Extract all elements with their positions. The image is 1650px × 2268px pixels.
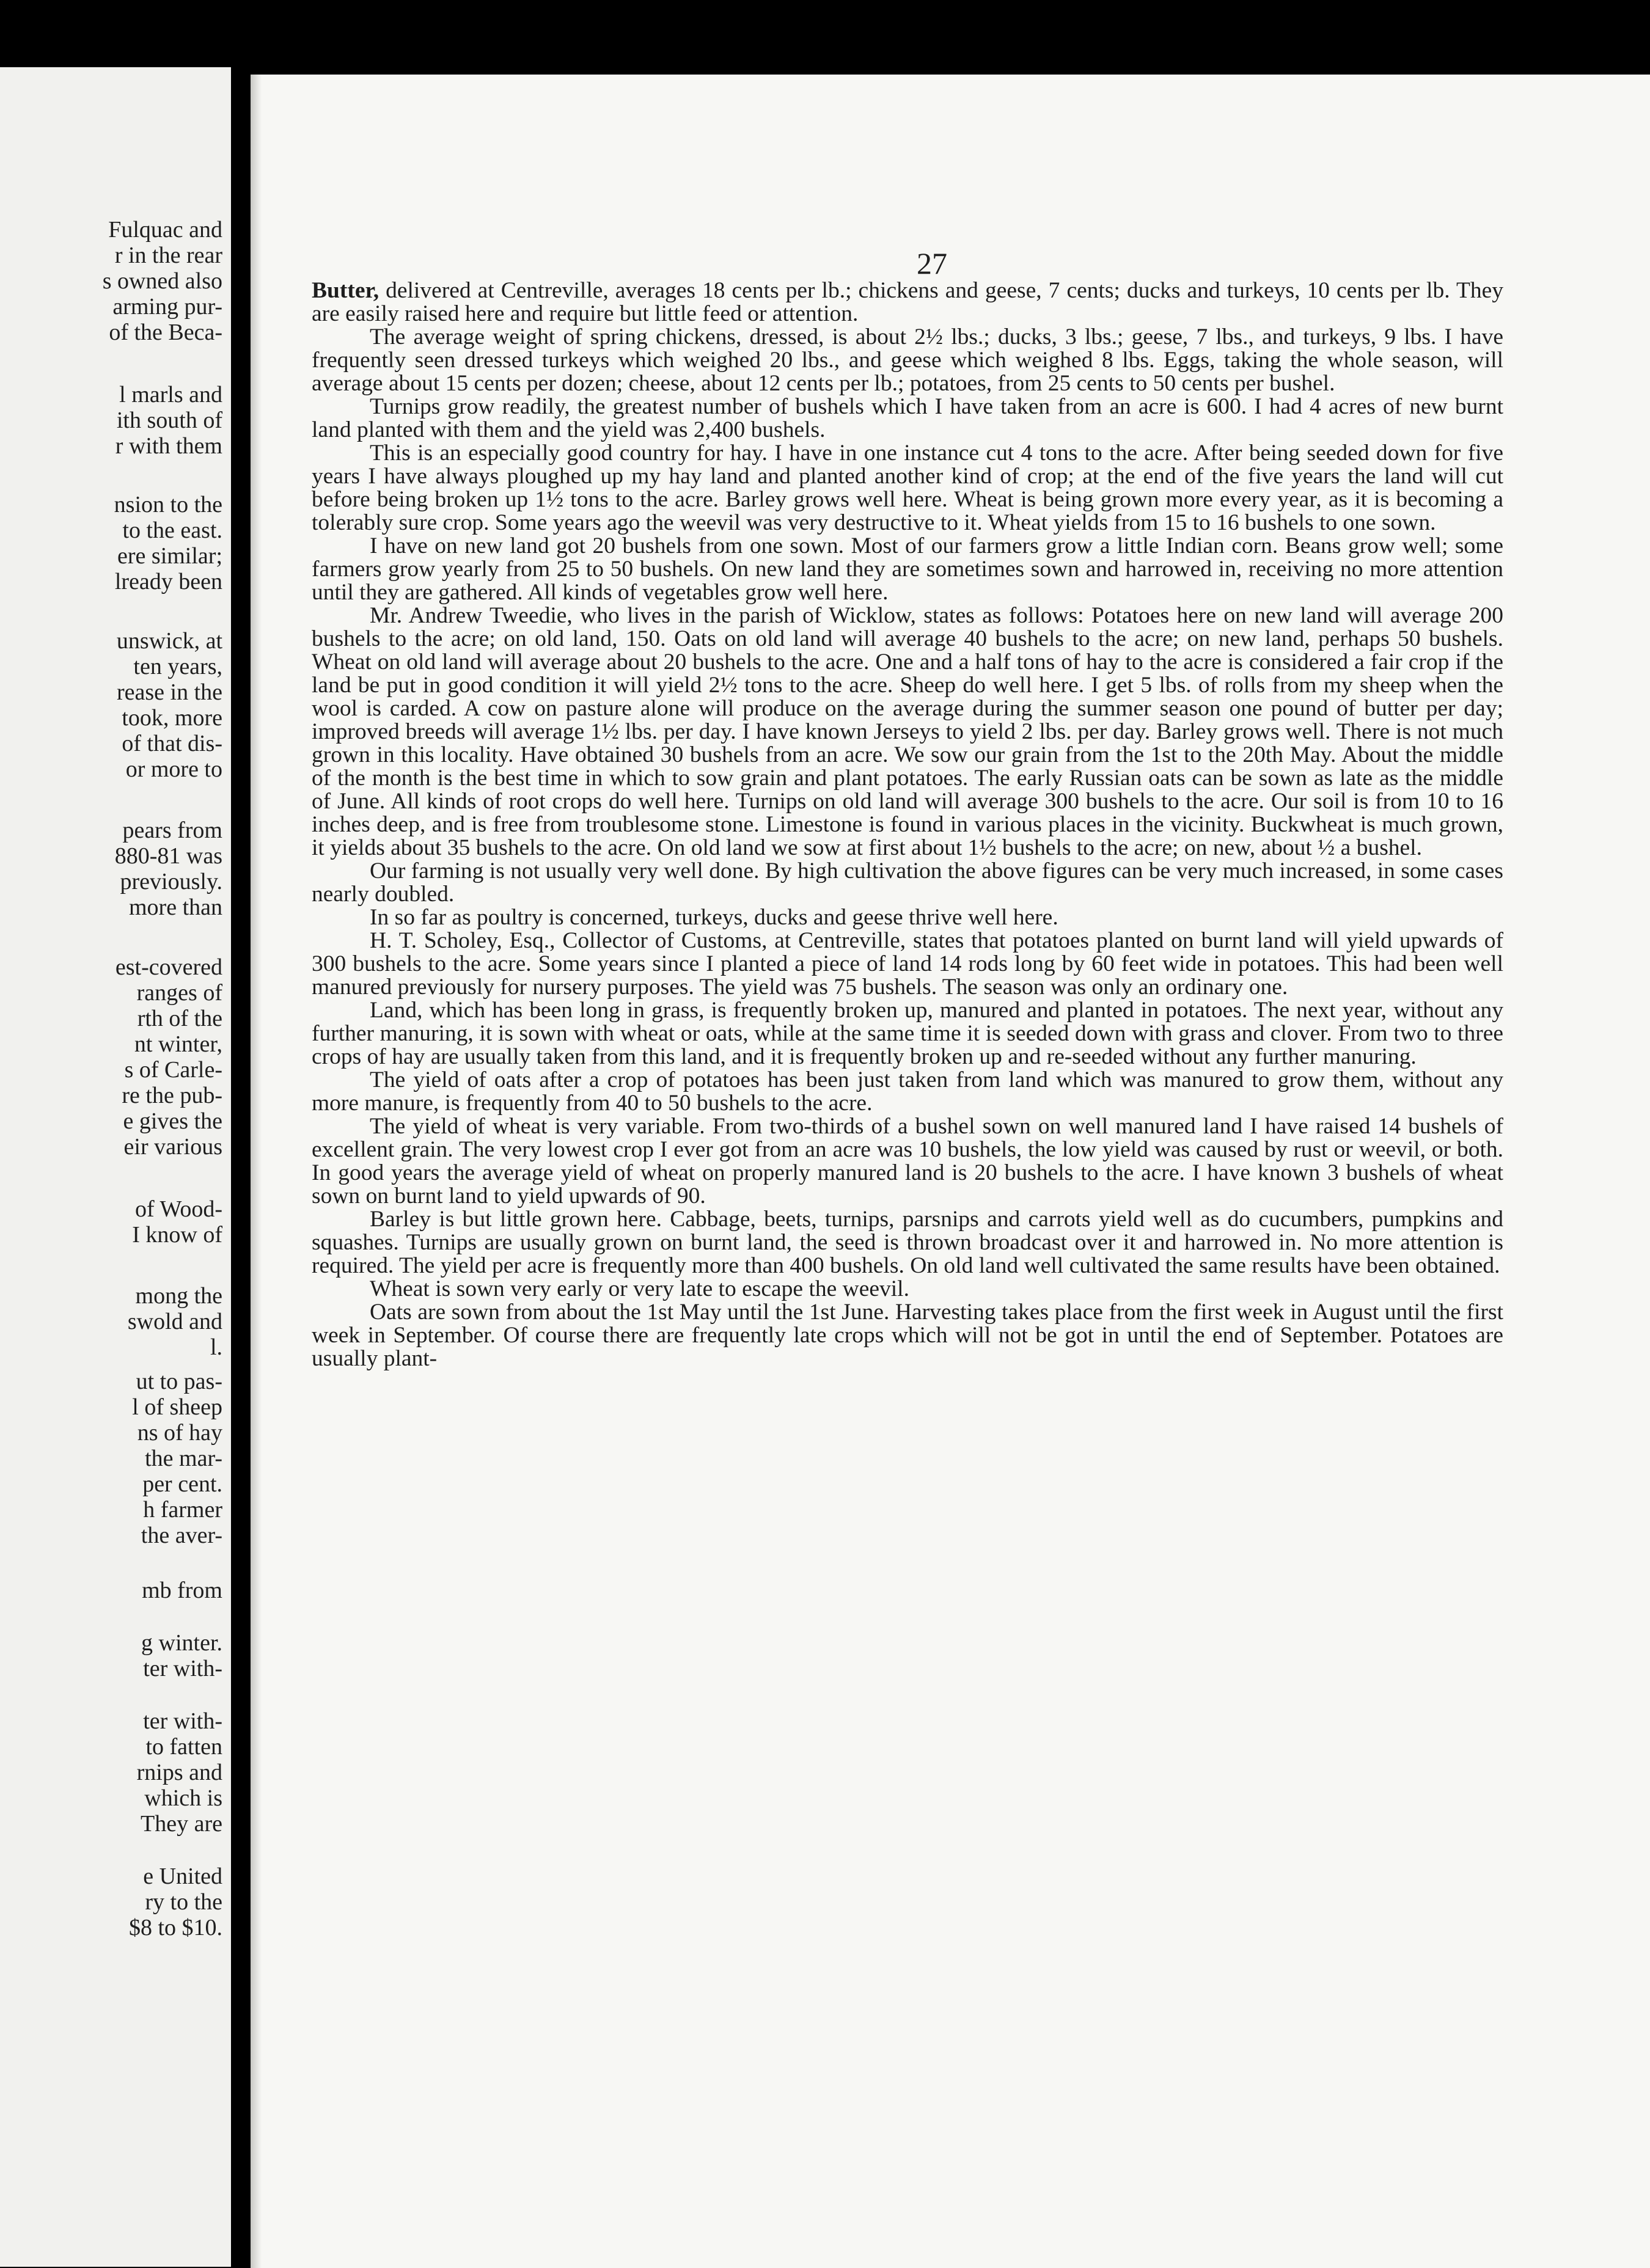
page-number: 27 (917, 246, 947, 280)
left-fragment-line: the mar- (145, 1446, 222, 1471)
left-fragment-line: h farmer (143, 1497, 222, 1523)
paragraph (312, 1069, 1503, 1115)
left-fragment-line: mong the (135, 1283, 222, 1309)
paragraph-lead-word: Butter, (312, 278, 380, 303)
body-text (312, 279, 1503, 1370)
left-fragment-line: previously. (120, 869, 222, 894)
paragraph (312, 1278, 1503, 1301)
left-fragment-line: pears from (122, 818, 222, 843)
left-fragment-line: re the pub- (122, 1083, 222, 1108)
paragraph-text: I have on new land got 20 bushels from one sown. Most of our farmers grow a little Indian corn. Beans grow well; some farmers grow yearly from 25 to 50 bushels. On new land they are sometimes sown and harrowed in, receiving no more attention until they are gathered. All kinds of vegetables grow well here. (312, 533, 1503, 605)
paragraph-text: Oats are sown from about the 1st May until the 1st June. Harvesting takes place from the first week in August until the first week in September. Of course there are frequently late crops which will not be got in until the end of September. Potatoes are usually plant- (312, 1300, 1503, 1371)
left-fragment-line: rth of the (137, 1006, 222, 1031)
left-fragment-line: ter with- (143, 1708, 222, 1734)
left-fragment-line: They are (141, 1811, 222, 1837)
left-fragment-line: unswick, at (116, 628, 222, 654)
left-fragment-line: took, more (122, 705, 222, 731)
paragraph-text: Mr. Andrew Tweedie, who lives in the parish of Wicklow, states as follows: Potatoes here on new land will average 200 bushels to the acre; on old land, 150. Oats on old land will average 40 bushels to the acre; on new land, perhaps 50 bushels. Wheat on old land will average about 20 bushels to the acre. One and a half tons of hay to the acre is considered a fair crop if the land be put in good condition it will yield 2½ tons to the acre. Sheep do well here. I get 5 lbs. of rolls from my sheep when the wool is carded. A cow on pasture alone will produce on the average during the summer season one pound of butter per day; improved breeds will average 1½ lbs. per day. I have known Jerseys to yield 2 lbs. per day. Barley grows well. There is not much grown in this locality. Have obtained 30 bushels from an acre. We sow our grain from the 1st to the 20th May. About the middle of the month is the best time in which to sow grain and plant potatoes. The early Russian oats can be sown as late as the middle of June. All kinds of root crops do well here. Turnips on old land will average 300 bushels to the acre. Our soil is from 10 to 16 inches deep, and is free from troublesome stone. Limestone is found in various places in the vicinity. Buckwheat is much grown, it yields about 35 bushels to the acre. On old land we sow at first about 1½ bushels to the acre; on new, about ½ a bushel. (312, 603, 1503, 860)
left-fragment-line: ten years, (133, 654, 222, 679)
left-fragment-line: the aver- (141, 1523, 222, 1548)
left-fragment-line: s owned also (102, 268, 222, 294)
left-fragment-line: mb from (142, 1578, 222, 1603)
paragraph-text: This is an especially good country for hay. I have in one instance cut 4 tons to the acre. After being seeded down for five years I have always ploughed up my hay land and planted another kind of crop; at the end of the five years the land will cut before being broken up 1½ tons to the acre. Barley grows well here. Wheat is being grown more every year, as it is becoming a tolerably sure crop. Some years ago the weevil was very destructive to it. Wheat yields from 15 to 16 bushels to one sown. (312, 441, 1503, 535)
paragraph-text: Barley is but little grown here. Cabbage, beets, turnips, parsnips and carrots yield well as do cucumbers, pumpkins and squashes. Turnips are usually grown on burnt land, the seed is thrown broadcast over it and harrowed in. No more attention is required. The yield per acre is frequently more than 400 bushels. On old land well cultivated the same results have been obtained. (312, 1207, 1503, 1278)
paragraph-text: Wheat is sown very early or very late to escape the weevil. (370, 1276, 909, 1301)
left-fragment-line: arming pur- (112, 294, 222, 320)
paragraph (312, 535, 1503, 604)
left-fragment-line: eir various (123, 1134, 222, 1160)
left-fragment-line: rnips and (136, 1760, 222, 1785)
left-fragment-line: ere similar; (117, 543, 222, 569)
left-fragment-line: r with them (115, 433, 222, 459)
paragraph (312, 906, 1503, 929)
main-page (251, 75, 1650, 2268)
paragraph (312, 279, 1503, 326)
left-fragment-line: 880-81 was (114, 843, 222, 869)
paragraph (312, 929, 1503, 999)
paragraph-text: Land, which has been long in grass, is frequently broken up, manured and planted in potatoes. The next year, without any further manuring, it is sown with wheat or oats, while at the same time it is seeded down with grass and clover. From two to three crops of hay are usually taken from this land, and it is frequently broken up and re-seeded without any further manuring. (312, 998, 1503, 1069)
left-fragment-line: est-covered (115, 954, 222, 980)
left-fragment-line: lready been (114, 569, 222, 594)
left-fragment-line: which is (144, 1785, 222, 1811)
left-fragment-line: nt winter, (134, 1031, 222, 1057)
paragraph (312, 442, 1503, 535)
left-fragment-line: rease in the (116, 679, 222, 705)
left-fragment-line: of the Beca- (109, 320, 222, 345)
paragraph (312, 999, 1503, 1069)
paragraph (312, 326, 1503, 395)
left-fragment-line: to the east. (122, 518, 222, 543)
left-fragment-line: e gives the (123, 1108, 222, 1134)
left-fragment-line: $8 to $10. (128, 1915, 222, 1941)
paragraph-text: In so far as poultry is concerned, turkeys, ducks and geese thrive well here. (370, 905, 1058, 930)
left-fragment-line: I know of (132, 1222, 222, 1248)
paragraph (312, 1115, 1503, 1208)
paragraph-text: Our farming is not usually very well done. By high cultivation the above figures can be very much increased, in some cases nearly doubled. (312, 858, 1503, 907)
left-fragment-line: to fatten (145, 1734, 222, 1760)
paragraph (312, 1208, 1503, 1278)
paragraph-text: H. T. Scholey, Esq., Collector of Customs, at Centreville, states that potatoes planted on burnt land will yield upwards of 300 bushels to the acre. Some years since I planted a piece of land 14 rods long by 60 feet wide in potatoes. This had been well manured previously for nursery purposes. The yield was 75 bushels. The season was only an ordinary one. (312, 928, 1503, 1000)
paragraph (312, 1301, 1503, 1370)
book-spine-gutter (231, 0, 251, 2268)
left-fragment-line: l. (210, 1334, 222, 1360)
left-fragment-line: nsion to the (114, 492, 222, 518)
left-fragment-line: ter with- (143, 1656, 222, 1681)
paragraph (312, 395, 1503, 442)
left-fragment-line: of Wood- (135, 1196, 222, 1222)
paragraph (312, 604, 1503, 860)
left-fragment-line: l marls and (119, 382, 222, 408)
left-fragment-line: ut to pas- (136, 1369, 222, 1394)
left-fragment-line: ry to the (145, 1889, 222, 1915)
left-fragment-line: l of sheep (132, 1394, 222, 1420)
paragraph-text: The average weight of spring chickens, dressed, is about 2½ lbs.; ducks, 3 lbs.; geese, 7 lbs., and turkeys, 9 lbs. I have frequently seen dressed turkeys which weighed 20 lbs., and geese which weighed 8 lbs. Eggs, taking the whole season, will average about 15 cents per dozen; cheese, about 12 cents per lb.; potatoes, from 25 cents to 50 cents per bushel. (312, 324, 1503, 396)
left-fragment-line: Fulquac and (108, 217, 222, 243)
left-fragment-line: r in the rear (114, 243, 222, 268)
left-fragment-line: ith south of (116, 408, 222, 433)
left-fragment-line: s of Carle- (124, 1057, 222, 1083)
left-fragment-line: ns of hay (137, 1420, 222, 1446)
left-fragment-line: or more to (125, 756, 222, 782)
page-fold-shadow (251, 75, 262, 2268)
left-page-fragment (0, 67, 231, 2267)
left-fragment-line: ranges of (136, 980, 222, 1006)
paragraph-text: delivered at Centreville, averages 18 cents per lb.; chickens and geese, 7 cents; ducks and turkeys, 10 cents per lb. They are easily raised here and require but little feed or attention. (312, 278, 1503, 326)
paragraph-text: The yield of wheat is very variable. From two-thirds of a bushel sown on well manured land I have raised 14 bushels of excellent grain. The very lowest crop I ever got from an acre was 10 bushels, the low yield was caused by rust or weevil, or both. In good years the average yield of wheat on properly manured land is 20 bushels to the acre. I have known 3 bushels of wheat sown on burnt land to yield upwards of 90. (312, 1114, 1503, 1209)
paragraph-text: The yield of oats after a crop of potatoes has been just taken from land which was manured to grow them, without any more manure, is frequently from 40 to 50 bushels to the acre. (312, 1067, 1503, 1116)
left-fragment-line: more than (128, 894, 222, 920)
left-fragment-line: swold and (127, 1309, 222, 1334)
left-fragment-line: g winter. (141, 1630, 222, 1656)
left-fragment-line: per cent. (142, 1471, 222, 1497)
paragraph (312, 860, 1503, 906)
left-fragment-line: of that dis- (122, 731, 222, 756)
paragraph-text: Turnips grow readily, the greatest number of bushels which I have taken from an acre is 600. I had 4 acres of new burnt land planted with them and the yield was 2,400 bushels. (312, 394, 1503, 442)
left-fragment-line: e United (143, 1864, 222, 1889)
